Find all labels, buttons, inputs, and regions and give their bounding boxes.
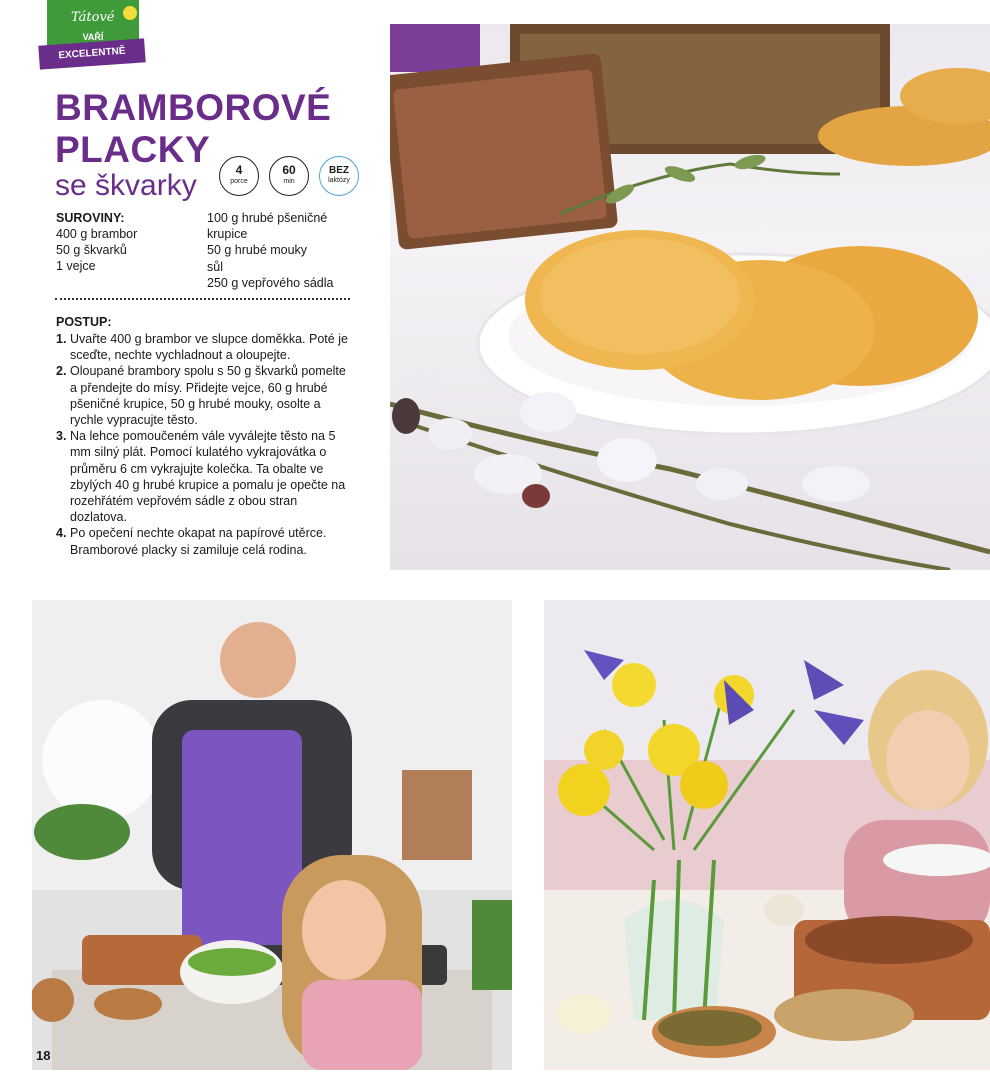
recipe-title-line2: PLACKY <box>55 129 211 170</box>
step-number: 3. <box>56 429 67 444</box>
method-steps <box>56 331 356 558</box>
kitchen-photo <box>32 600 512 1070</box>
ingredient-item: 1 vejce <box>56 259 96 274</box>
ingredient-item: krupice <box>207 227 248 242</box>
pancakes-illustration <box>390 24 990 570</box>
time-unit: min <box>283 178 295 185</box>
lactose-free-value: BEZ <box>329 165 349 176</box>
lactose-free-badge <box>319 156 359 196</box>
method-step <box>56 363 356 428</box>
method-step <box>56 428 356 525</box>
lactose-free-unit: laktózy <box>328 177 350 184</box>
sun-icon <box>123 6 137 20</box>
servings-badge <box>219 156 259 196</box>
ingredients-right-list <box>207 210 333 291</box>
step-number: 4. <box>56 526 67 541</box>
page-number: 18 <box>36 1048 51 1063</box>
step-text: Po opečení nechte okapat na papírové utěrce. Bramborové placky si zamiluje celá rodina. <box>70 526 327 557</box>
method-step <box>56 525 356 557</box>
ingredients-heading: SUROVINY: <box>56 211 125 225</box>
servings-value: 4 <box>235 163 243 177</box>
time-value: 60 <box>282 163 296 177</box>
step-text: Na lehce pomoučeném vále vyválejte těsto na 5 mm silný plát. Pomocí kulatého vykrajovátka o průměru 6 cm vykrajujte kolečka. Ta obalte ve zbylých 40 g hrubé krupice a pomalu je opečte na rozehřátém vepřovém sádle z obou stran dozlatova. <box>70 429 346 525</box>
badge-line2: VAŘÍ <box>82 32 104 42</box>
method-heading: POSTUP: <box>56 315 112 329</box>
brand-badge <box>47 0 139 72</box>
time-badge <box>269 156 309 196</box>
flowers-illustration <box>544 600 990 1070</box>
ingredient-item: sůl <box>207 259 223 274</box>
ingredient-item: 400 g brambor <box>56 227 138 241</box>
ingredient-item: 50 g hrubé mouky <box>207 243 308 258</box>
servings-unit: porce <box>230 178 248 185</box>
kitchen-illustration <box>32 600 512 1070</box>
ingredient-item: 100 g hrubé pšeničné <box>207 211 328 225</box>
ingredients-left-list <box>56 226 137 275</box>
ingredient-item: 50 g škvarků <box>56 243 127 258</box>
ingredient-item: 250 g vepřového sádla <box>207 275 334 290</box>
badge-script-text: Tátové <box>71 10 115 25</box>
recipe-title-line1: BRAMBOROVÉ <box>55 87 332 128</box>
flowers-photo <box>544 600 990 1070</box>
step-text: Uvařte 400 g brambor ve slupce doměkka. Poté je sceďte, nechte vychladnout a oloupejte. <box>70 332 348 363</box>
step-number: 1. <box>56 332 67 346</box>
dotted-divider <box>55 298 350 300</box>
pancakes-photo <box>390 24 990 570</box>
method-step <box>56 331 356 363</box>
step-text: Oloupané brambory spolu s 50 g škvarků pomelte a přendejte do mísy. Přidejte vejce, 60 g hrubé pšeničné krupice, 50 g hrubé mouky, osolte a rychle vypracujte těsto. <box>70 364 346 428</box>
step-number: 2. <box>56 364 67 379</box>
badge-line3: EXCELENTNĚ <box>58 45 126 62</box>
recipe-subtitle: se škvarky <box>55 169 197 202</box>
